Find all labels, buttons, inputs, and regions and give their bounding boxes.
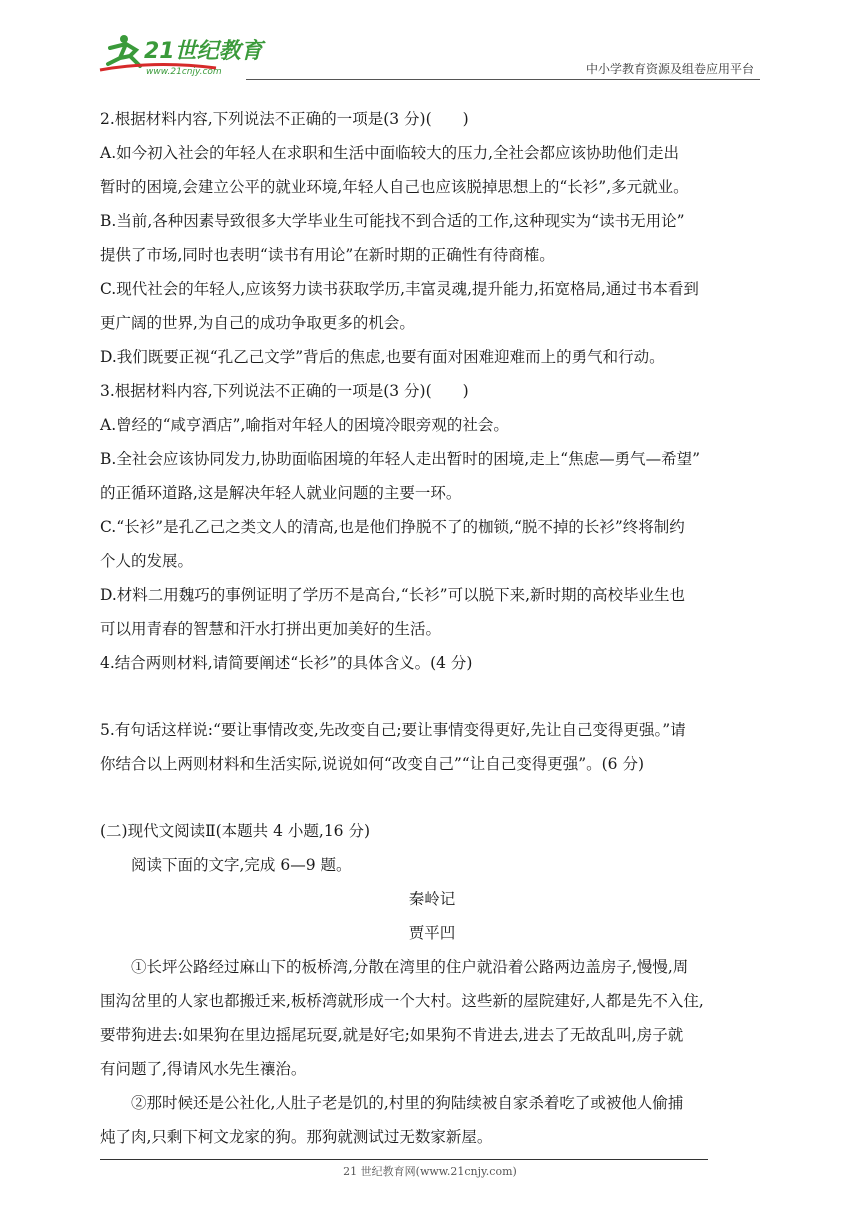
logo-url: www.21cnjy.com [146,67,222,77]
option-2d-line-1: D.我们既要正视“孔乙己文学”背后的焦虑,也要有面对困难迎难而上的勇气和行动。 [100,348,665,366]
page-footer: 21 世纪教育网(www.21cnjy.com) [343,1165,517,1178]
paragraph-1-line-2: 围沟岔里的人家也都搬迁来,板桥湾就形成一个大村。这些新的屋院建好,人都是先不入住, [100,992,704,1010]
option-3d-line-1: D.材料二用魏巧的事例证明了学历不是高台,“长衫”可以脱下来,新时期的高校毕业生也 [100,586,686,604]
paragraph-1-line-1: ①长坪公路经过麻山下的板桥湾,分散在湾里的住户就沿着公路两边盖房子,慢慢,周 [131,958,689,976]
question-3: 3.根据材料内容,下列说法不正确的一项是(3 分)( ) [100,382,469,400]
runner-head-icon [120,35,128,43]
article-author: 贾平凹 [408,924,456,942]
answer-space-5 [100,781,764,814]
question-5-line-2: 你结合以上两则材料和生活实际,说说如何“改变自己”“让自己变得更强”。(6 分) [100,755,645,773]
paragraph-2-line-2: 炖了肉,只剩下柯文龙家的狗。那狗就测试过无数家新屋。 [100,1128,493,1146]
option-3b-line-2: 的正循环道路,这是解决年轻人就业问题的主要一环。 [100,484,462,502]
option-3a-line-1: A.曾经的“咸亨酒店”,喻指对年轻人的困境冷眼旁观的社会。 [100,416,509,434]
header-platform-text: 中小学教育资源及组卷应用平台 [585,62,754,76]
header-divider [246,79,760,80]
question-5-line-1: 5.有句话这样说:“要让事情改变,先改变自己;要让事情变得更好,先让自己变得更强。”请 [100,721,686,739]
article-title: 秦岭记 [408,890,456,908]
paragraph-2-line-1: ②那时候还是公社化,人肚子老是饥的,村里的狗陆续被自家杀着吃了或被他人偷捕 [131,1094,684,1112]
document-body [100,102,764,1154]
option-2a-line-1: A.如今初入社会的年轻人在求职和生活中面临较大的压力,全社会都应该协助他们走出 [100,144,680,162]
option-3d-line-2: 可以用青春的智慧和汗水打拼出更加美好的生活。 [100,620,442,638]
option-2c-line-1: C.现代社会的年轻人,应该努力读书获取学历,丰富灵魂,提升能力,拓宽格局,通过书本看到 [100,280,699,298]
runner-body-icon [108,44,140,66]
page-header [96,30,760,82]
option-2a-line-2: 暂时的困境,会建立公平的就业环境,年轻人自己也应该脱掉思想上的“长衫”,多元就业。 [100,178,689,196]
footer-divider [100,1159,708,1160]
logo-text: 21世纪教育 [144,39,263,64]
option-2b-line-1: B.当前,各种因素导致很多大学毕业生可能找不到合适的工作,这种现实为“读书无用论” [100,212,685,230]
question-4: 4.结合两则材料,请简要阐述“长衫”的具体含义。(4 分) [100,654,473,672]
option-2b-line-2: 提供了市场,同时也表明“读书有用论”在新时期的正确性有待商榷。 [100,246,555,264]
paragraph-1-line-4: 有问题了,得请风水先生禳治。 [100,1060,307,1078]
section-2-heading: (二)现代文阅读Ⅱ(本题共 4 小题,16 分) [100,822,371,840]
option-3b-line-1: B.全社会应该协同发力,协助面临困境的年轻人走出暂时的困境,走上“焦虑—勇气—希望” [100,450,701,468]
reading-instruction: 阅读下面的文字,完成 6—9 题。 [131,856,352,874]
option-3c-line-2: 个人的发展。 [100,552,194,570]
paragraph-1-line-3: 要带狗进去:如果狗在里边摇尾玩耍,就是好宅;如果狗不肯进去,进去了无故乱叫,房子就 [100,1026,684,1044]
option-2c-line-2: 更广阔的世界,为自己的成功争取更多的机会。 [100,314,415,332]
site-logo [96,30,266,78]
question-2: 2.根据材料内容,下列说法不正确的一项是(3 分)( ) [100,110,469,128]
option-3c-line-1: C.“长衫”是孔乙己之类文人的清高,也是他们挣脱不了的枷锁,“脱不掉的长衫”终将制约 [100,518,685,536]
answer-space-4 [100,680,764,713]
